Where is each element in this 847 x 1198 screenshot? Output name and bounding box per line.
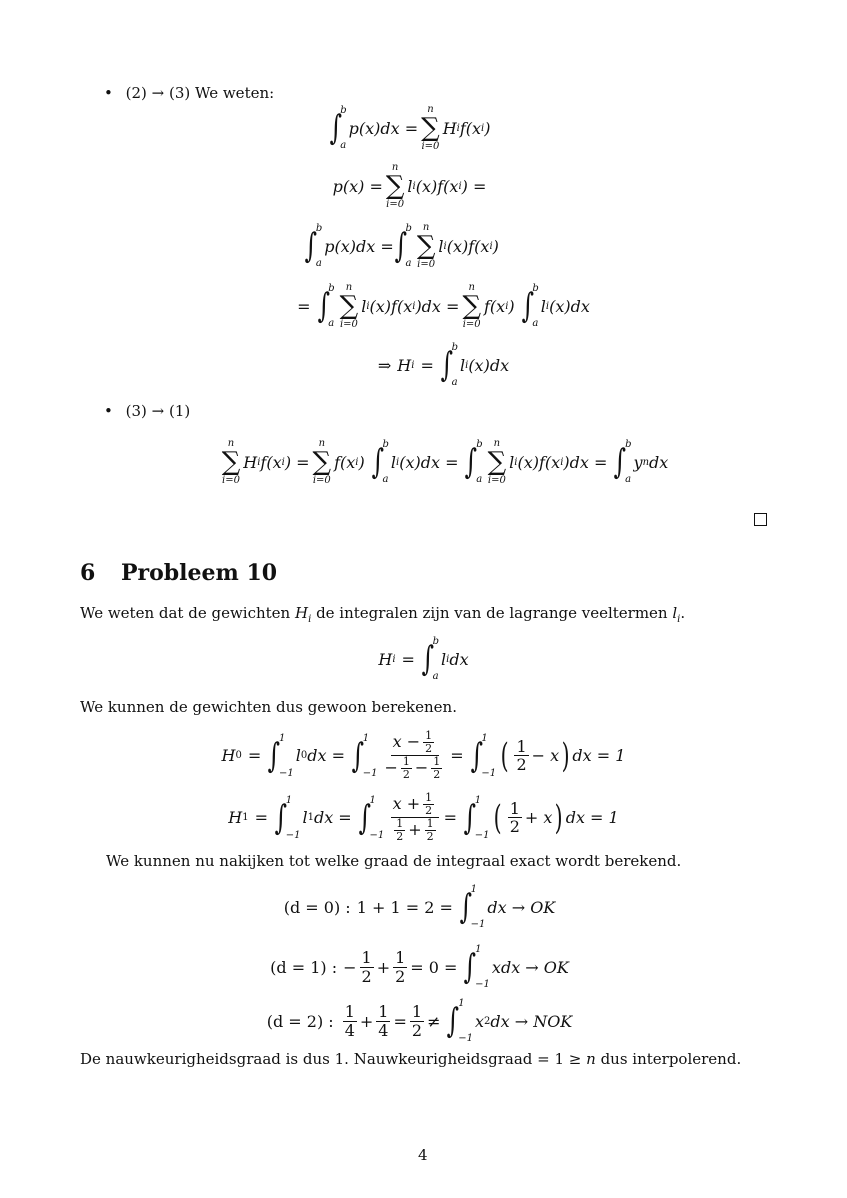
sum-upper: n	[427, 104, 434, 115]
eq-text: dx =	[307, 746, 346, 766]
eq-text: (x)f(x	[446, 236, 490, 256]
frac-den: 2	[411, 1020, 423, 1040]
math-sub: i	[308, 614, 312, 625]
sum-lower: i=0	[462, 319, 481, 330]
integral-sign: ∫	[465, 442, 478, 482]
upper-limit: 1	[285, 794, 293, 806]
upper-limit: b	[625, 439, 632, 450]
small-num: 1	[425, 729, 433, 742]
eq-text: )	[508, 296, 515, 316]
lower-limit: a	[476, 474, 483, 485]
upper-limit: b	[405, 223, 412, 234]
eq-text: f(x	[334, 452, 356, 472]
upper-limit: b	[382, 439, 389, 450]
eq-text: p(x)dx =	[348, 118, 419, 138]
left-paren: (	[500, 735, 509, 776]
integral-sign: ∫	[421, 639, 434, 679]
eq-text: f(x	[260, 452, 282, 472]
sum-upper: n	[345, 282, 353, 293]
eq-text: (d = 0) :	[283, 897, 351, 917]
eq-sub: i	[443, 240, 447, 252]
eq-sub: i	[411, 359, 415, 371]
integral-sign: ∫	[274, 797, 288, 838]
eq-text: (x)f(x	[517, 452, 561, 472]
small-den: 2	[402, 768, 410, 782]
eq-text: (x)f(x	[369, 296, 413, 316]
lower-limit: −1	[362, 767, 378, 779]
sum-upper: n	[227, 438, 235, 449]
eq-text: l	[509, 452, 515, 472]
eq-text: )	[484, 118, 491, 138]
eq-text: dx → OK	[487, 897, 556, 917]
eq-text: (x)dx =	[399, 452, 459, 472]
eq-text: − x	[531, 746, 560, 766]
sum-lower: i=0	[339, 319, 358, 330]
equation-integral-p-equals-integral-sum	[0, 222, 825, 270]
right-paren: )	[561, 735, 570, 776]
lower-limit: −1	[458, 1033, 473, 1044]
eq-text: l	[459, 355, 466, 375]
integral-sign: ∫	[464, 947, 477, 987]
integral-sign: ∫	[371, 442, 384, 482]
integral-sign: ∫	[521, 286, 534, 326]
lower-limit: a	[532, 318, 539, 329]
sum-lower: i=0	[421, 141, 440, 152]
eq-text: =	[450, 746, 464, 766]
eq-text: =	[393, 1011, 407, 1031]
integral-sign: ∫	[447, 1001, 460, 1041]
frac-num: 1	[378, 1001, 389, 1021]
sum-sign: n ∑ i=0	[421, 104, 440, 152]
eq-text: H	[243, 452, 258, 472]
eq-sub: i	[257, 456, 261, 468]
section-title: Probleem 10	[120, 560, 278, 586]
equation-chain-to-yn	[20, 438, 847, 486]
eq-text: 1 + 1 = 2 =	[356, 897, 453, 917]
eq-sub: i	[396, 456, 400, 468]
equation-p-equals-sum	[0, 162, 833, 210]
equation-H-i-result	[20, 342, 847, 388]
integral-sign: ∫	[267, 735, 281, 776]
bullet-item-2-to-3	[104, 84, 274, 102]
eq-text: H	[228, 808, 243, 828]
eq-text: ) =	[284, 452, 310, 472]
para-text: dus interpolerend.	[595, 1050, 742, 1068]
fraction	[382, 730, 447, 781]
sum-upper: n	[422, 222, 430, 233]
page-number: 4	[418, 1146, 428, 1164]
paragraph-check-degree: We kunnen nu nakijken tot welke graad de integraal exact wordt berekend.	[106, 852, 682, 870]
upper-limit: b	[451, 342, 458, 353]
integral-sign: ∫	[394, 226, 407, 266]
eq-sub: 1	[242, 812, 249, 824]
lower-limit: −1	[475, 979, 490, 990]
integral-sign: ∫	[463, 797, 477, 838]
equation-interchange-sum-integral	[20, 282, 847, 330]
eq-sub: i	[456, 122, 460, 134]
small-num: 1	[396, 817, 404, 831]
sum-upper: n	[391, 162, 399, 173]
not-equal-symbol: ≠	[427, 1011, 441, 1031]
sum-sign: n ∑ i=0	[416, 222, 436, 270]
sum-lower: i=0	[417, 259, 436, 270]
sum-upper: n	[493, 438, 501, 449]
small-den: 2	[396, 830, 404, 844]
small-den: 2	[425, 742, 433, 756]
upper-limit: 1	[481, 732, 488, 744]
lower-limit: −1	[285, 829, 301, 841]
implies-symbol: ⇒	[377, 355, 392, 375]
equation-H0	[0, 730, 847, 781]
eq-text: dx → NOK	[490, 1011, 573, 1031]
frac-num-text: x +	[392, 794, 421, 814]
eq-sub: i	[366, 300, 370, 312]
eq-sub: 1	[307, 812, 314, 824]
frac-num: 1	[361, 947, 372, 967]
bullet-label: (2) → (3) We weten:	[125, 84, 275, 102]
upper-limit: b	[328, 283, 335, 294]
eq-text: dx	[449, 649, 469, 669]
equation-H1	[0, 792, 847, 843]
eq-sub: n	[642, 456, 650, 468]
eq-text: (d = 2) :	[266, 1011, 334, 1031]
eq-text: (d = 1) :	[270, 957, 338, 977]
eq-text: l	[407, 176, 413, 196]
integral-sign: ∫	[440, 345, 453, 385]
small-num: 1	[426, 817, 434, 831]
eq-sub: i	[412, 180, 416, 192]
paragraph-weights-intro	[80, 604, 685, 625]
equation-degree-2	[0, 998, 843, 1044]
lower-limit: a	[340, 140, 347, 151]
eq-text: dx = 1	[572, 746, 626, 766]
integral-sign: ∫	[317, 286, 330, 326]
small-den: 2	[425, 804, 433, 818]
integral-sign: ∫	[304, 226, 318, 266]
sum-sign: n ∑ i=0	[385, 162, 405, 210]
frac-den-text: +	[408, 820, 422, 840]
upper-limit: b	[315, 223, 323, 234]
bullet-marker: •	[104, 84, 113, 102]
para-text: .	[680, 604, 686, 622]
eq-text: l	[438, 236, 444, 256]
upper-limit: 1	[362, 732, 370, 744]
bullet-item-3-to-1	[104, 402, 190, 420]
eq-text: =	[401, 649, 415, 669]
eq-text: H	[397, 355, 412, 375]
eq-sub: 0	[235, 750, 242, 762]
equation-degree-1	[0, 944, 843, 990]
para-text: de integralen zijn van de lagrange veeltermen	[311, 604, 673, 622]
equation-integral-p-equals-sum	[0, 104, 833, 152]
bullet-marker: •	[104, 402, 113, 420]
eq-text: )dx =	[563, 452, 608, 472]
upper-limit: 1	[474, 794, 482, 806]
frac-den-text: −	[414, 758, 429, 778]
eq-sub: i	[458, 180, 462, 192]
upper-limit: b	[432, 636, 440, 647]
eq-text: −	[343, 957, 357, 977]
lower-limit: −1	[470, 919, 486, 930]
frac-den: 4	[344, 1020, 355, 1040]
equation-degree-0	[0, 884, 843, 930]
upper-limit: 1	[458, 998, 465, 1009]
frac-den: 2	[361, 966, 372, 986]
eq-text: H	[442, 118, 457, 138]
eq-sub: i	[514, 456, 518, 468]
lower-limit: a	[625, 474, 632, 485]
lower-limit: a	[315, 258, 322, 269]
eq-text: l	[361, 296, 367, 316]
eq-text: (x)f(x	[415, 176, 459, 196]
right-paren: )	[555, 797, 564, 838]
eq-text: l	[302, 808, 308, 828]
eq-text: x	[474, 1011, 484, 1031]
sum-sign: n ∑ i=0	[462, 282, 481, 330]
sum-lower: i=0	[222, 475, 240, 486]
eq-text: l	[441, 649, 447, 669]
upper-limit: b	[532, 283, 539, 294]
eq-sub: i	[505, 300, 509, 312]
math-var: n	[586, 1050, 596, 1068]
eq-text: ) =	[461, 176, 487, 196]
eq-sub: i	[446, 653, 450, 665]
sum-sign: n ∑ i=0	[339, 282, 359, 330]
eq-text: xdx → OK	[491, 957, 569, 977]
eq-text: =	[254, 808, 268, 828]
lower-limit: −1	[369, 829, 385, 841]
integral-sign: ∫	[329, 108, 342, 148]
small-den: 2	[426, 830, 434, 844]
eq-text: =	[297, 296, 311, 316]
eq-sub: i	[560, 456, 564, 468]
eq-text: =	[247, 746, 262, 766]
frac-num: 1	[395, 947, 406, 967]
upper-limit: b	[340, 105, 347, 116]
paragraph-compute-weights: We kunnen de gewichten dus gewoon berekenen.	[80, 698, 457, 716]
integral-sign: ∫	[614, 442, 627, 482]
eq-text: l	[540, 296, 546, 316]
eq-sub: i	[355, 456, 359, 468]
upper-limit: 1	[279, 732, 286, 744]
upper-limit: 1	[470, 884, 477, 895]
fraction	[389, 792, 440, 843]
eq-sub: i	[545, 300, 550, 312]
sum-lower: i=0	[312, 475, 331, 486]
section-heading	[80, 560, 277, 586]
eq-sub: i	[481, 122, 485, 134]
eq-sup: 2	[483, 1015, 491, 1027]
eq-text: f(x	[484, 296, 506, 316]
eq-sub: i	[465, 359, 469, 371]
eq-text: H	[221, 746, 236, 766]
eq-sub: i	[281, 456, 285, 468]
sum-lower: i=0	[386, 199, 405, 210]
small-den: 2	[433, 768, 441, 782]
paragraph-conclusion	[80, 1050, 741, 1068]
eq-text: f(x	[459, 118, 482, 138]
upper-limit: 1	[475, 944, 482, 955]
small-num: 1	[425, 791, 433, 804]
sum-sign: n ∑ i=0	[487, 438, 507, 486]
integral-sign: ∫	[351, 735, 365, 776]
bullet-label: (3) → (1)	[125, 402, 191, 420]
eq-text: )	[492, 236, 499, 256]
math-var: H	[295, 604, 309, 622]
frac-num-text: x −	[392, 732, 421, 752]
eq-text: +	[359, 1011, 374, 1031]
integral-sign: ∫	[459, 887, 472, 927]
eq-text: )	[358, 452, 365, 472]
frac-den: 2	[516, 755, 527, 775]
eq-text: =	[443, 808, 457, 828]
eq-text: =	[420, 355, 434, 375]
eq-text: H	[378, 649, 393, 669]
sum-upper: n	[468, 282, 475, 293]
eq-sub: i	[489, 240, 493, 252]
eq-text: p(x) =	[332, 176, 383, 196]
frac-num: 1	[411, 1001, 423, 1021]
lower-limit: −1	[481, 767, 497, 779]
sum-lower: i=0	[487, 475, 506, 486]
sum-upper: n	[318, 438, 326, 449]
equation-H-i-definition	[0, 636, 847, 682]
eq-text: dx =	[313, 808, 352, 828]
lower-limit: −1	[474, 829, 490, 841]
integral-sign: ∫	[358, 797, 371, 838]
eq-text: dx	[649, 452, 669, 472]
eq-sub: i	[412, 300, 416, 312]
small-num: 1	[402, 755, 410, 769]
frac-den: 2	[509, 817, 520, 837]
integral-sign: ∫	[470, 735, 483, 776]
eq-text: = 0 =	[410, 957, 458, 977]
para-text: We weten dat de gewichten	[80, 604, 295, 622]
frac-num: 1	[344, 1001, 355, 1021]
eq-text: )dx =	[415, 296, 460, 316]
sum-sign: n ∑ i=0	[221, 438, 241, 486]
eq-text: + x	[524, 808, 553, 828]
eq-text: +	[376, 957, 391, 977]
lower-limit: a	[432, 671, 439, 682]
math-sub: i	[677, 614, 681, 625]
sum-sign: n ∑ i=0	[312, 438, 332, 486]
left-paren: (	[494, 797, 503, 838]
para-text: De nauwkeurigheidsgraad is dus 1. Nauwkeurigheidsgraad = 1 ≥	[80, 1050, 587, 1068]
lower-limit: a	[451, 377, 458, 388]
upper-limit: b	[476, 439, 483, 450]
qed-box-icon	[754, 513, 767, 526]
eq-sub: i	[392, 653, 396, 665]
math-var: l	[672, 604, 678, 622]
eq-sub: 0	[300, 750, 308, 762]
frac-den-text: −	[384, 758, 398, 778]
frac-num: 1	[509, 798, 520, 818]
eq-text: l	[295, 746, 301, 766]
lower-limit: −1	[279, 767, 294, 779]
lower-limit: a	[405, 258, 412, 269]
eq-text: l	[390, 452, 396, 472]
lower-limit: a	[328, 318, 335, 329]
frac-den: 4	[378, 1020, 389, 1040]
section-number: 6	[80, 560, 96, 586]
small-num: 1	[433, 755, 441, 769]
eq-text: (x)dx	[468, 355, 510, 375]
frac-den: 2	[395, 966, 406, 986]
upper-limit: 1	[369, 794, 376, 806]
eq-text: y	[633, 452, 643, 472]
eq-text: p(x)dx =	[324, 236, 394, 256]
eq-text: (x)dx	[549, 296, 590, 316]
eq-text: dx = 1	[565, 808, 619, 828]
lower-limit: a	[382, 474, 389, 485]
frac-num: 1	[516, 736, 527, 756]
